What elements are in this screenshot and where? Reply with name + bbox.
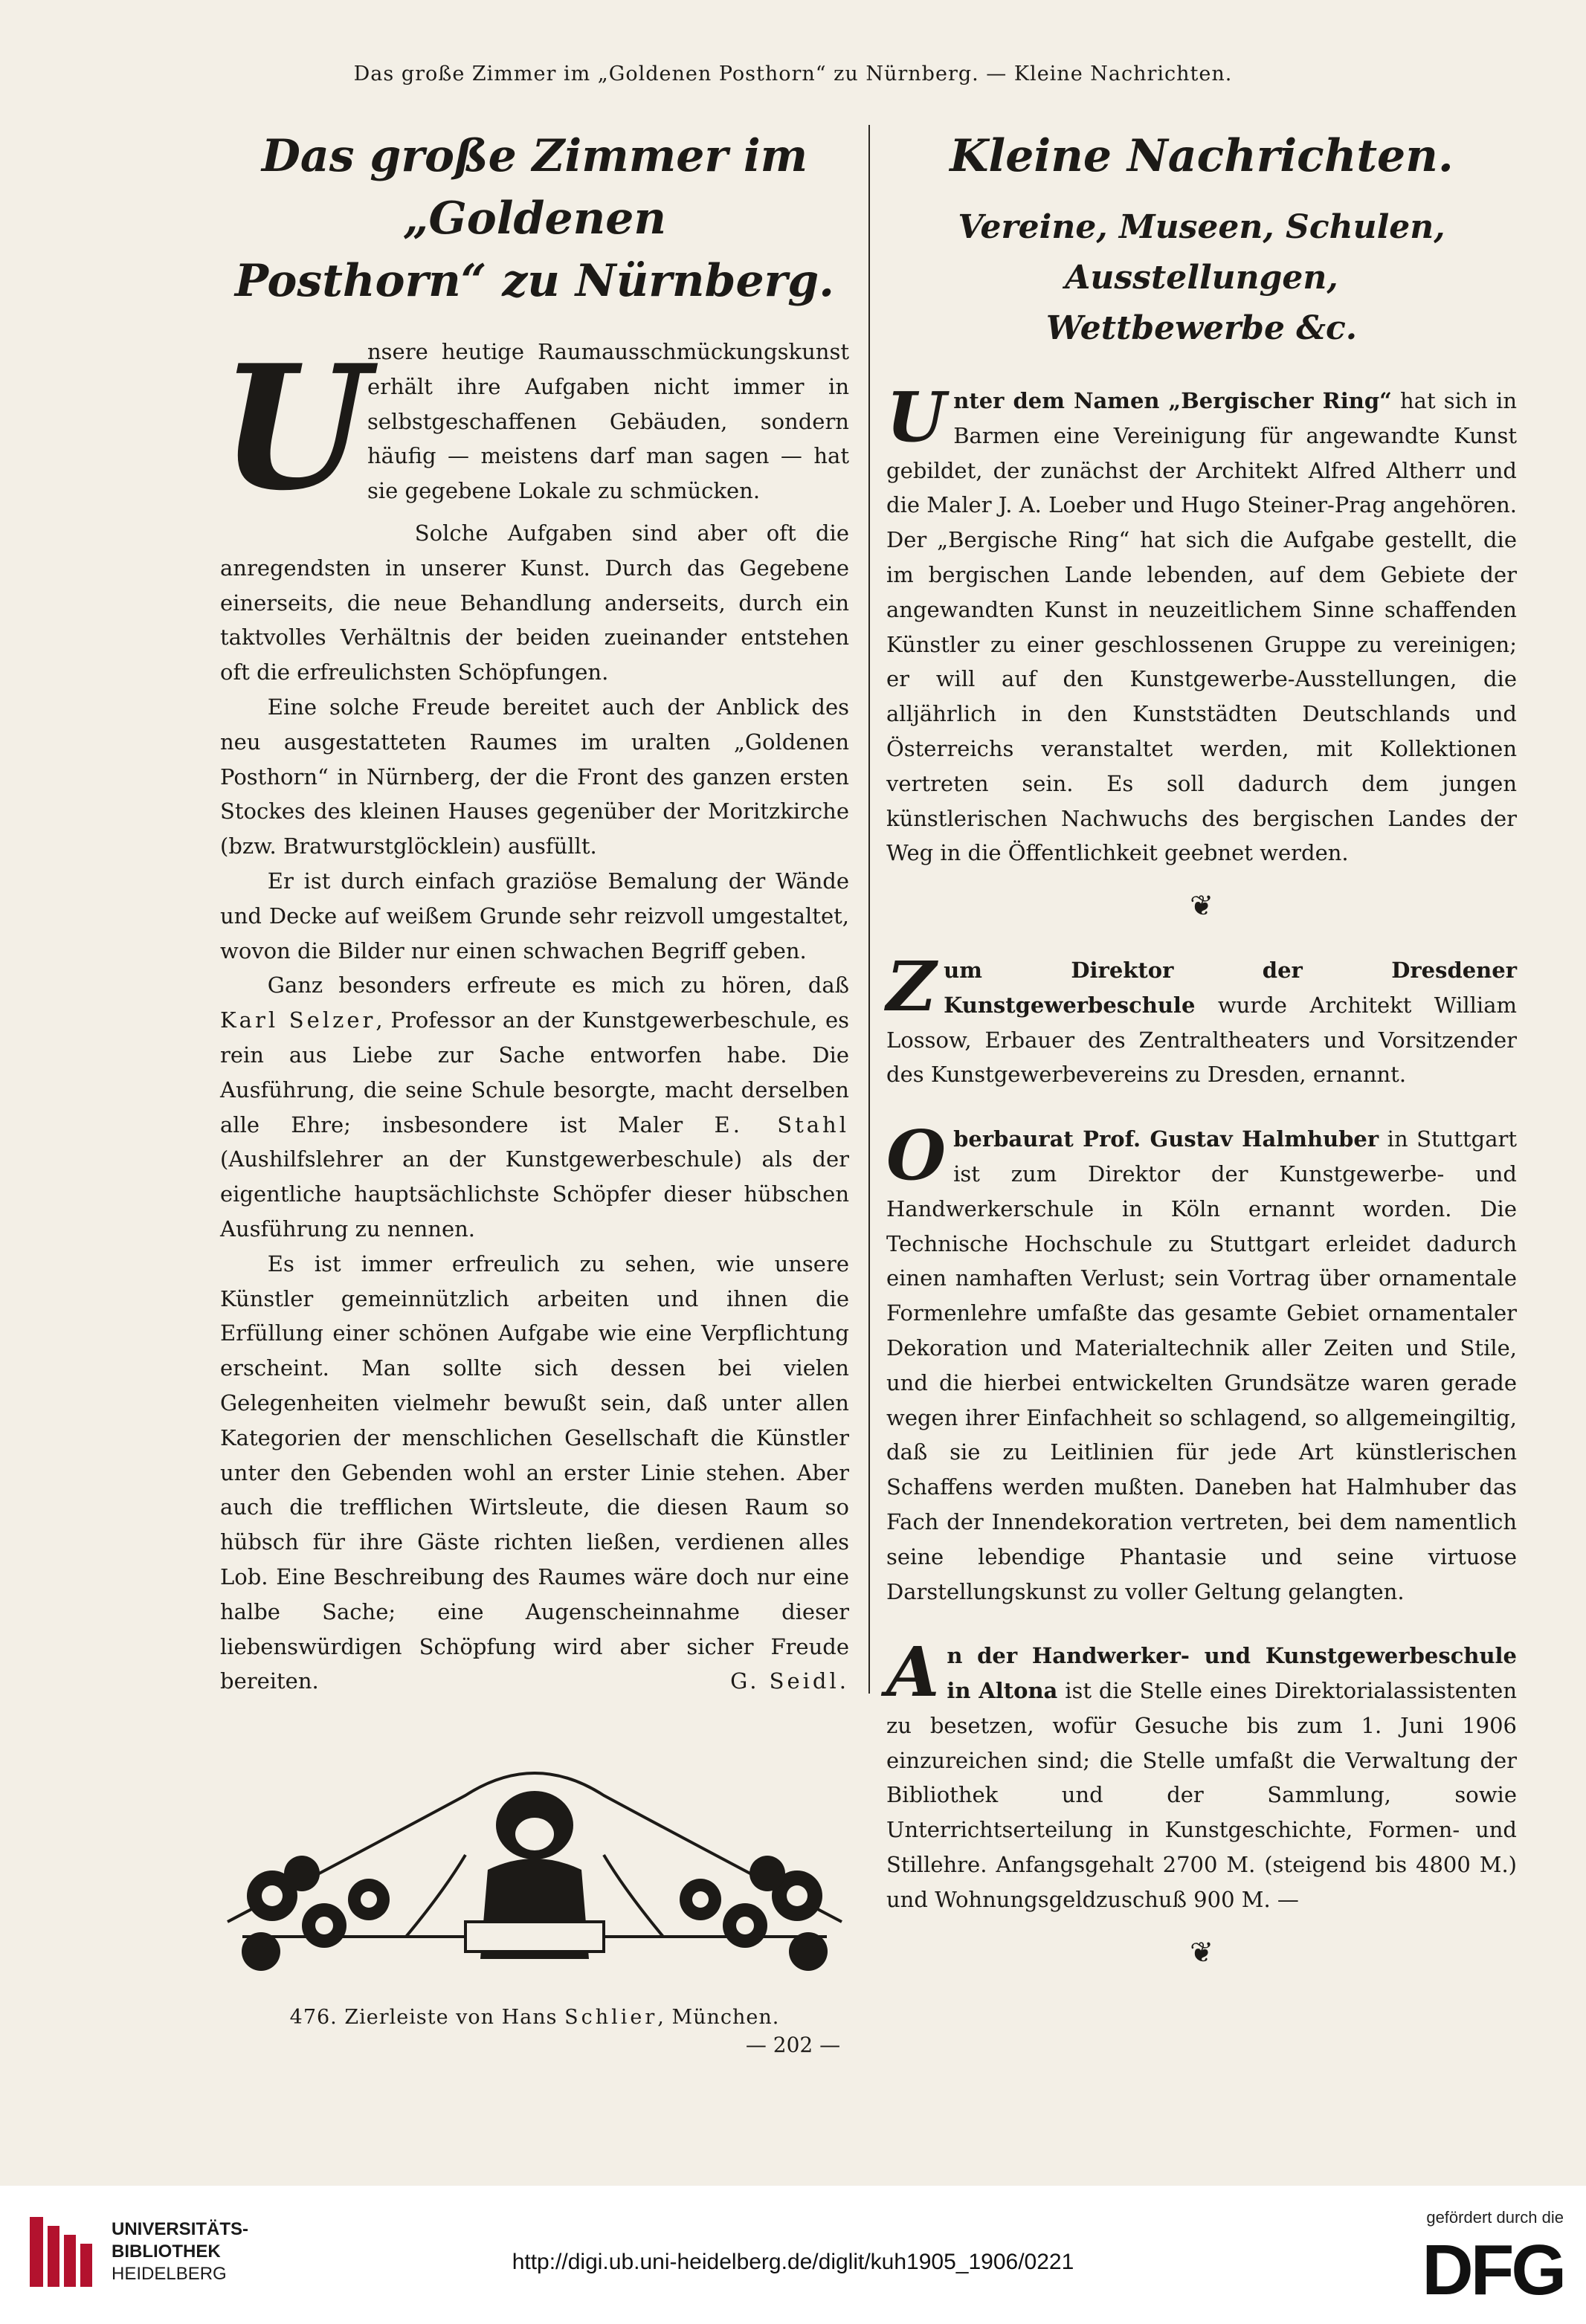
news-item-4-lead: n der Handwerker- und Kunstgewerbeschule in Altona	[947, 1643, 1517, 1704]
p6-text: Es ist immer erfreulich zu sehen, wie unsere Künstler gemeinnützlich arbeiten und ihnen die Erfüllung einer schönen Aufgabe wie eine Verpflichtung erscheint. Man sollte sich dessen bei vielen Gelegenheiten vielmehr bewußt sein, daß unter allen Kategorien der menschlichen Gesellschaft die Künstler unter den Gebenden wohl an erster Linie stehen. Aber auch die trefflichen Wirtsleute, die diesen Raum so hübsch für ihre Gäste richten ließen, verdienen alles Lob. Eine Beschreibung des Raumes wäre doch nur eine halbe Sache; eine Augenscheinnahme dieser liebenswürdigen Schöpfung wird aber sicher Freude bereiten.	[220, 1250, 849, 1694]
article-title-line1: Das große Zimmer im „Goldenen	[261, 130, 808, 245]
ornamental-border-illustration	[220, 1736, 849, 1974]
name-selzer: Karl Selzer	[220, 1007, 376, 1033]
paragraph-1: nsere heutige Raumausschmückungskunst erhält ihre Aufgaben nicht immer in selbstgeschaffenen Gebäuden, sondern häufig — meistens darf man sagen — hat sie gegebene Lokale zu schmücken.	[367, 339, 849, 504]
news-item-2-text	[886, 946, 1517, 1092]
subtitle-line1: Vereine, Museen, Schulen, Ausstellungen,	[958, 208, 1445, 297]
caption-text-a: 476. Zierleiste von Hans	[289, 2005, 558, 2029]
news-item-altona	[886, 1632, 1518, 1917]
caption-name: Schlier	[564, 2005, 658, 2029]
subtitle-line2: Wettbewerbe &c.	[1045, 309, 1358, 347]
section-subtitle	[886, 202, 1517, 354]
news-item-4-body: ist die Stelle eines Direktorialassistenten zu besetzen, wofür Gesuche bis zum 1. Juni 1906 einzureichen sind; die Stelle umfaßt die Verwaltung der Bibliothek und der Sammlung, sowie Unterrichtserteilung in Kunstgeschichte, Formen- und Stillehre. Anfangsgehalt 2700 M. (steigend bis 4800 M.) und Wohnungsgeldzuschuß 900 M. —	[886, 1678, 1518, 1912]
article-title	[220, 125, 849, 312]
name-stahl: E. Stahl	[714, 1111, 849, 1137]
news-item-2-lead: um Direktor der Dresdener Kunstgewerbeschule	[944, 957, 1517, 1018]
news-item-dresden	[886, 946, 1517, 1092]
fleuron-divider-1: ❦	[1190, 889, 1213, 923]
p5-text-b: , Professor an der Kunstgewerbeschule, es rein aus Liebe zur Sache entworfen habe. Die Ausführung, die seine Schule besorgte, macht derselben alle Ehre; insbesondere ist Maler	[220, 1007, 849, 1137]
news-item-1-body: hat sich in Barmen eine Vereinigung für angewandte Kunst gebildet, der zunächst der Architekt Alfred Altherr und die Maler J. A. Loeber und Hugo Steiner-Prag angehören. Der „Bergische Ring“ hat sich die Aufgabe gestellt, die im bergischen Lande lebenden, auf dem Gebiete der angewandten Kunst in neuzeitlichem Sinne schaffenden Künstler zu einer geschlossenen Gruppe zu vereinigen; er will auf den Kunstgewerbe-Ausstellungen, die alljährlich in den Kunststädten Deutschlands und Österreichs veranstaltet werden, mit Kollektionen vertreten sein. Es soll dadurch dem jungen künstlerischen Nachwuchs des bergischen Landes der Weg in die Öffentlichkeit geebnet werden.	[886, 388, 1517, 866]
p5-text-a: Ganz besonders erfreute es mich zu hören, daß	[267, 972, 849, 998]
news-item-4-initial: A	[886, 1632, 940, 1713]
news-item-halmhuber	[886, 1115, 1518, 1609]
right-column	[886, 119, 1517, 1977]
news-item-3-lead: berbaurat Prof. Gustav Halmhuber	[953, 1126, 1379, 1152]
column-divider	[868, 125, 870, 1694]
figure-caption	[220, 2001, 849, 2036]
news-item-1-text	[886, 377, 1517, 871]
paragraph-3: Eine solche Freude bereitet auch der Anblick des neu ausgestatteten Raumes im uralten „Goldenen Posthorn“ in Nürnberg, der die Front des ganzen ersten Stockes des kleinen Hauses gegenüber der Moritzkirche (bzw. Bratwurstglöcklein) ausfüllt.	[220, 694, 849, 859]
section-title: Kleine Nachrichten.	[950, 130, 1454, 182]
article-title-line2: Posthorn“ zu Nürnberg.	[234, 255, 835, 307]
paragraph-2: Solche Aufgaben sind aber oft die anregendsten in unserer Kunst. Durch das Gegebene einerseits, die neue Behandlung anderseits, durch ein taktvolles Verhältnis der beiden zueinander entstehen oft die erfreulichsten Schöpfungen.	[220, 520, 849, 685]
decorative-initial: U	[220, 328, 370, 529]
news-item-bergischer-ring	[886, 377, 1517, 871]
news-item-2-initial: Z	[886, 946, 937, 1027]
page-number: — 202 —	[745, 2033, 841, 2057]
paragraph-5	[220, 968, 849, 1246]
caption-text-b: , München.	[657, 2005, 780, 2029]
opening-paragraph	[220, 328, 849, 529]
news-item-3-initial: O	[886, 1115, 947, 1196]
news-item-2-body: wurde Architekt William Lossow, Erbauer des Zentraltheaters und Vorsitzender des Kunstgewerbevereins zu Dresden, ernannt.	[886, 992, 1517, 1088]
running-head: Das große Zimmer im „Goldenen Posthorn“ zu Nürnberg. — Kleine Nachrichten.	[353, 62, 1233, 85]
author-signature: G. Seidl.	[730, 1668, 849, 1694]
digitization-footer	[0, 2186, 1586, 2324]
library-name-line3: HEIDELBERG	[112, 2264, 227, 2284]
paragraph-6	[220, 1247, 849, 1699]
fleuron-divider-2: ❦	[1190, 1935, 1213, 1969]
source-url-link[interactable]: http://digi.ub.uni-heidelberg.de/diglit/kuh1905_1906/0221	[512, 2250, 1074, 2274]
news-item-4-text	[886, 1632, 1518, 1917]
news-item-3-body: in Stuttgart ist zum Direktor der Kunstgewerbe- und Handwerkerschule in Köln ernannt worden. Die Technische Hochschule zu Stuttgart erleidet dadurch einen namhaften Verlust; sein Vortrag über ornamentale Formenlehre umfaßte das gesamte Gebiet ornamentaler Dekoration und Materialtechnik aller Zeiten und Stile, und die hierbei entwickelten Grundsätze waren gerade wegen ihrer Einfachheit so schlagend, so allgemeingiltig, daß sie zu Leitlinien für jede Art künstlerischen Schaffens werden mußten. Daneben hat Halmhuber das Fach der Innendekoration vertreten, bei dem namentlich seine lebendige Phantasie und seine virtuose Darstellungskunst zu voller Geltung gelangten.	[886, 1126, 1518, 1604]
library-name-line1: UNIVERSITÄTS-	[112, 2219, 249, 2239]
paragraph-4: Er ist durch einfach graziöse Bemalung der Wände und Decke auf weißem Grunde sehr reizvoll umgestaltet, wovon die Bilder nur einen schwachen Begriff geben.	[220, 868, 849, 964]
dfg-logo: DFG	[1422, 2230, 1564, 2310]
library-name-line2: BIBLIOTHEK	[112, 2241, 221, 2262]
sponsor-text: gefördert durch die	[1426, 2208, 1564, 2227]
p5-text-c: (Aushilfslehrer an der Kunstgewerbeschule) als der eigentliche hauptsächlichste Schöpfer dieser hübschen Ausführung zu nennen.	[220, 1146, 849, 1242]
news-item-1-initial: U	[886, 377, 947, 457]
left-column	[220, 119, 849, 2036]
news-item-3-text	[886, 1115, 1518, 1609]
news-item-1-lead: nter dem Namen „Bergischer Ring“	[953, 388, 1392, 413]
